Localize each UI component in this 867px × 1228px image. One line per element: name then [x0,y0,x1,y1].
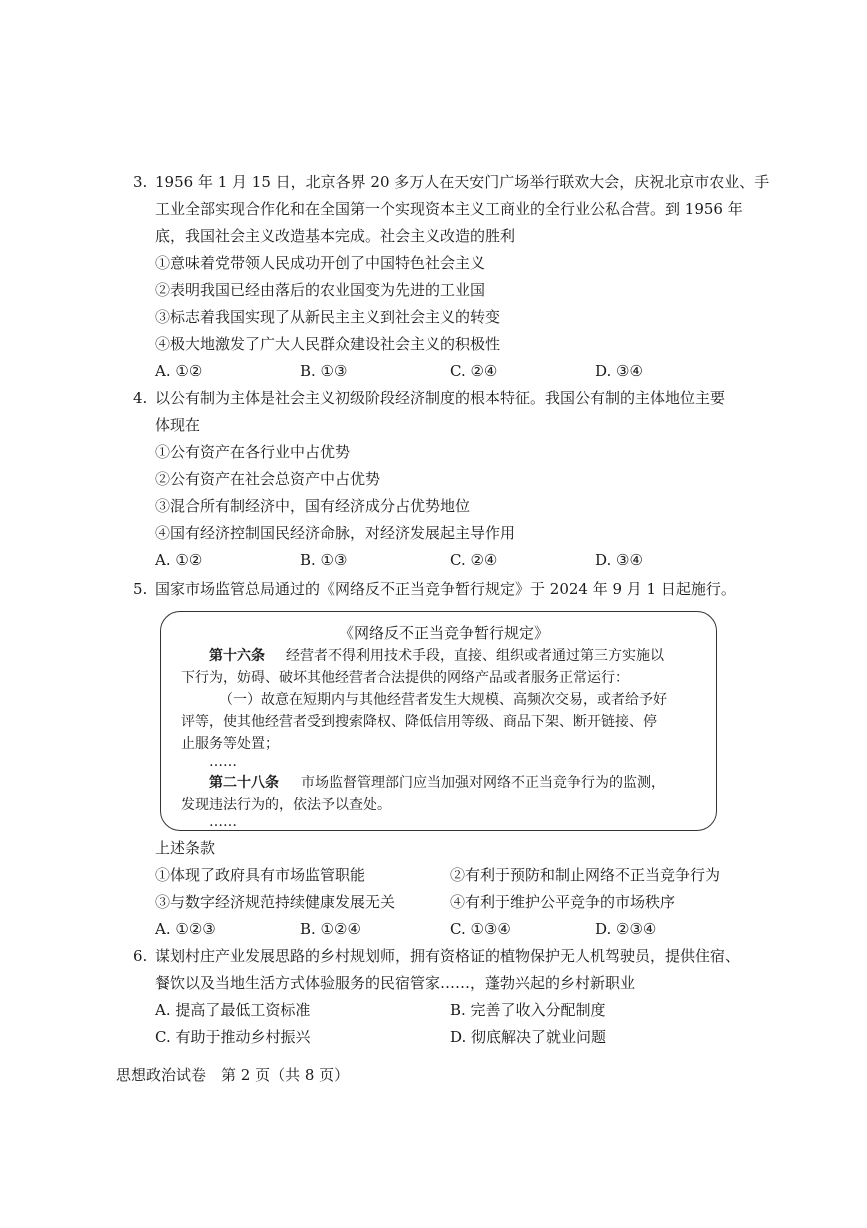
article-16-text: （一）故意在短期内与其他经营者发生大规模、高频次交易，或者给予好 [219,692,667,708]
answer-option-b[interactable]: B. 完善了收入分配制度 [450,1001,606,1019]
statement-item: ①公有资产在各行业中占优势 [155,443,351,461]
answer-option-b[interactable]: B. ①③ [300,362,348,380]
article-16-text: 经营者不得利用技术手段，直接、组织或者通过第三方实施以 [286,648,664,664]
statement-item: ②公有资产在社会总资产中占优势 [155,470,381,488]
statement-item: ④极大地激发了广大人民群众建设社会主义的积极性 [155,335,501,353]
article-16-text: 止服务等处置； [181,736,279,752]
ellipsis: …… [209,754,237,770]
regulation-title: 《网络反不正当竞争暂行规定》 [339,624,550,642]
answer-option-a[interactable]: A. ①② [155,551,203,569]
question-stem-line: 1956 年 1 月 15 日，北京各界 20 多万人在天安门广场举行联欢大会，庆祝北京市农业、手 [155,173,770,191]
answer-option-c[interactable]: C. ②④ [450,551,498,569]
article-16-text: 评等，使其他经营者受到搜索降权、降低信用等级、商品下架、断开链接、停 [181,714,657,730]
regulation-excerpt-box [160,611,717,831]
statement-item: ③标志着我国实现了从新民主主义到社会主义的转变 [155,308,501,326]
statement-item: ①体现了政府具有市场监管职能 [155,866,366,884]
statement-item: ④国有经济控制国民经济命脉，对经济发展起主导作用 [155,524,516,542]
statement-item: ①意味着党带领人民成功开创了中国特色社会主义 [155,254,486,272]
answer-option-c[interactable]: C. ①③④ [450,920,511,938]
question-stem-line: 餐饮以及当地生活方式体验服务的民宿管家……，蓬勃兴起的乡村新职业 [155,974,636,992]
answer-option-a[interactable]: A. ①②③ [155,920,216,938]
answer-option-a[interactable]: A. 提高了最低工资标准 [155,1001,311,1019]
ellipsis: …… [209,814,237,830]
answer-option-a[interactable]: A. ①② [155,362,203,380]
article-16-text: 下行为，妨碍、破坏其他经营者合法提供的网络产品或者服务正常运行： [181,670,629,686]
question-number: 6. [133,947,148,965]
statement-item: ②表明我国已经由落后的农业国变为先进的工业国 [155,281,486,299]
question-stem-line: 体现在 [155,416,201,434]
question-number: 5. [133,580,148,598]
answer-option-b[interactable]: B. ①②④ [300,920,361,938]
statement-item: ③与数字经济规范持续健康发展无关 [155,893,396,911]
article-28-heading: 第二十八条 [209,775,279,791]
question-stem-line: 以公有制为主体是社会主义初级阶段经济制度的根本特征。我国公有制的主体地位主要 [155,389,726,407]
answer-option-d[interactable]: D. ③④ [595,362,643,380]
statement-item: ④有利于维护公平竞争的市场秩序 [450,893,676,911]
answer-option-d[interactable]: D. ③④ [595,551,643,569]
question-number: 4. [133,389,148,407]
answer-option-c[interactable]: C. 有助于推动乡村振兴 [155,1028,311,1046]
statement-item: ②有利于预防和制止网络不正当竞争行为 [450,866,721,884]
article-28-text: 市场监督管理部门应当加强对网络不正当竞争行为的监测， [301,775,665,791]
answer-option-b[interactable]: B. ①③ [300,551,348,569]
answer-option-d[interactable]: D. 彻底解决了就业问题 [450,1028,607,1046]
question-stem-line: 谋划村庄产业发展思路的乡村规划师，拥有资格证的植物保护无人机驾驶员，提供住宿、 [155,947,741,965]
answer-option-d[interactable]: D. ②③④ [595,920,657,938]
question-stem-line: 底，我国社会主义改造基本完成。社会主义改造的胜利 [155,227,516,245]
page-footer: 思想政治试卷 第 2 页（共 8 页） [116,1066,350,1084]
article-28-text: 发现违法行为的，依法予以查处。 [181,797,391,813]
question-stem-line: 工业全部实现合作化和在全国第一个实现资本主义工商业的全行业公私合营。到 1956 年 [155,200,743,218]
question-stem-line: 国家市场监管总局通过的《网络反不正当竞争暂行规定》于 2024 年 9 月 1 日起施行。 [155,580,736,598]
article-16-heading: 第十六条 [209,648,265,664]
question-lead: 上述条款 [155,839,216,857]
statement-item: ③混合所有制经济中，国有经济成分占优势地位 [155,497,471,515]
question-number: 3. [133,173,148,191]
answer-option-c[interactable]: C. ②④ [450,362,498,380]
